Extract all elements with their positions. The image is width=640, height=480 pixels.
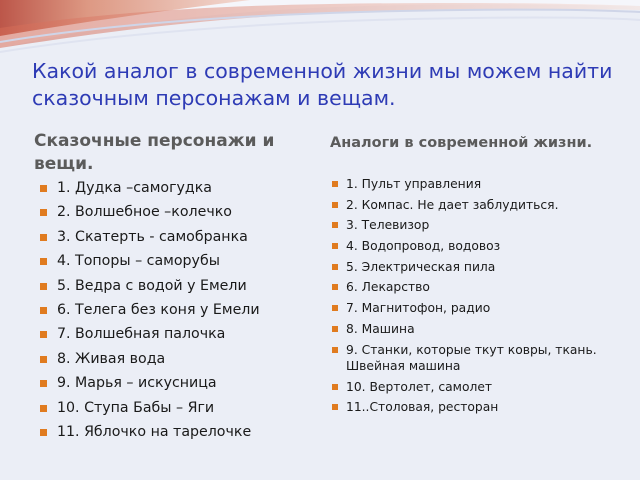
left-column-heading: Сказочные персонажи и вещи. (34, 131, 275, 174)
list-item: 2. Компас. Не дает заблудиться. (332, 197, 622, 214)
list-item: 10. Вертолет, самолет (332, 379, 622, 396)
list-item: 4. Водопровод, водовоз (332, 238, 622, 255)
list-item: 2. Волшебное –колечко (40, 200, 320, 224)
list-item: 11. Яблочко на тарелочке (40, 420, 320, 444)
list-item: 9. Станки, которые ткут ковры, ткань. Швейная машина (332, 342, 622, 375)
list-item: 6. Лекарство (332, 279, 622, 296)
list-item: 8. Машина (332, 321, 622, 338)
list-item: 1. Пульт управления (332, 176, 622, 193)
list-item: 1. Дудка –самогудка (40, 176, 320, 200)
list-item: 8. Живая вода (40, 347, 320, 371)
list-item: 11..Столовая, ресторан (332, 399, 622, 416)
header-decoration (0, 0, 640, 60)
fairy-tale-items-list (40, 176, 320, 444)
list-item: 7. Волшебная палочка (40, 322, 320, 346)
list-item: 4. Топоры – саморубы (40, 249, 320, 273)
list-item: 6. Телега без коня у Емели (40, 298, 320, 322)
list-item: 3. Телевизор (332, 217, 622, 234)
list-item: 9. Марья – искусница (40, 371, 320, 395)
right-column-heading: Аналоги в современной жизни. (330, 135, 593, 151)
modern-analogs-list (332, 176, 622, 420)
list-item: 3. Скатерть - самобранка (40, 225, 320, 249)
list-item: 10. Ступа Бабы – Яги (40, 396, 320, 420)
list-item: 7. Магнитофон, радио (332, 300, 622, 317)
list-item: 5. Электрическая пила (332, 259, 622, 276)
slide-title: Какой аналог в современной жизни мы можем найти сказочным персонажам и вещам. (32, 59, 613, 110)
list-item: 5. Ведра с водой у Емели (40, 274, 320, 298)
